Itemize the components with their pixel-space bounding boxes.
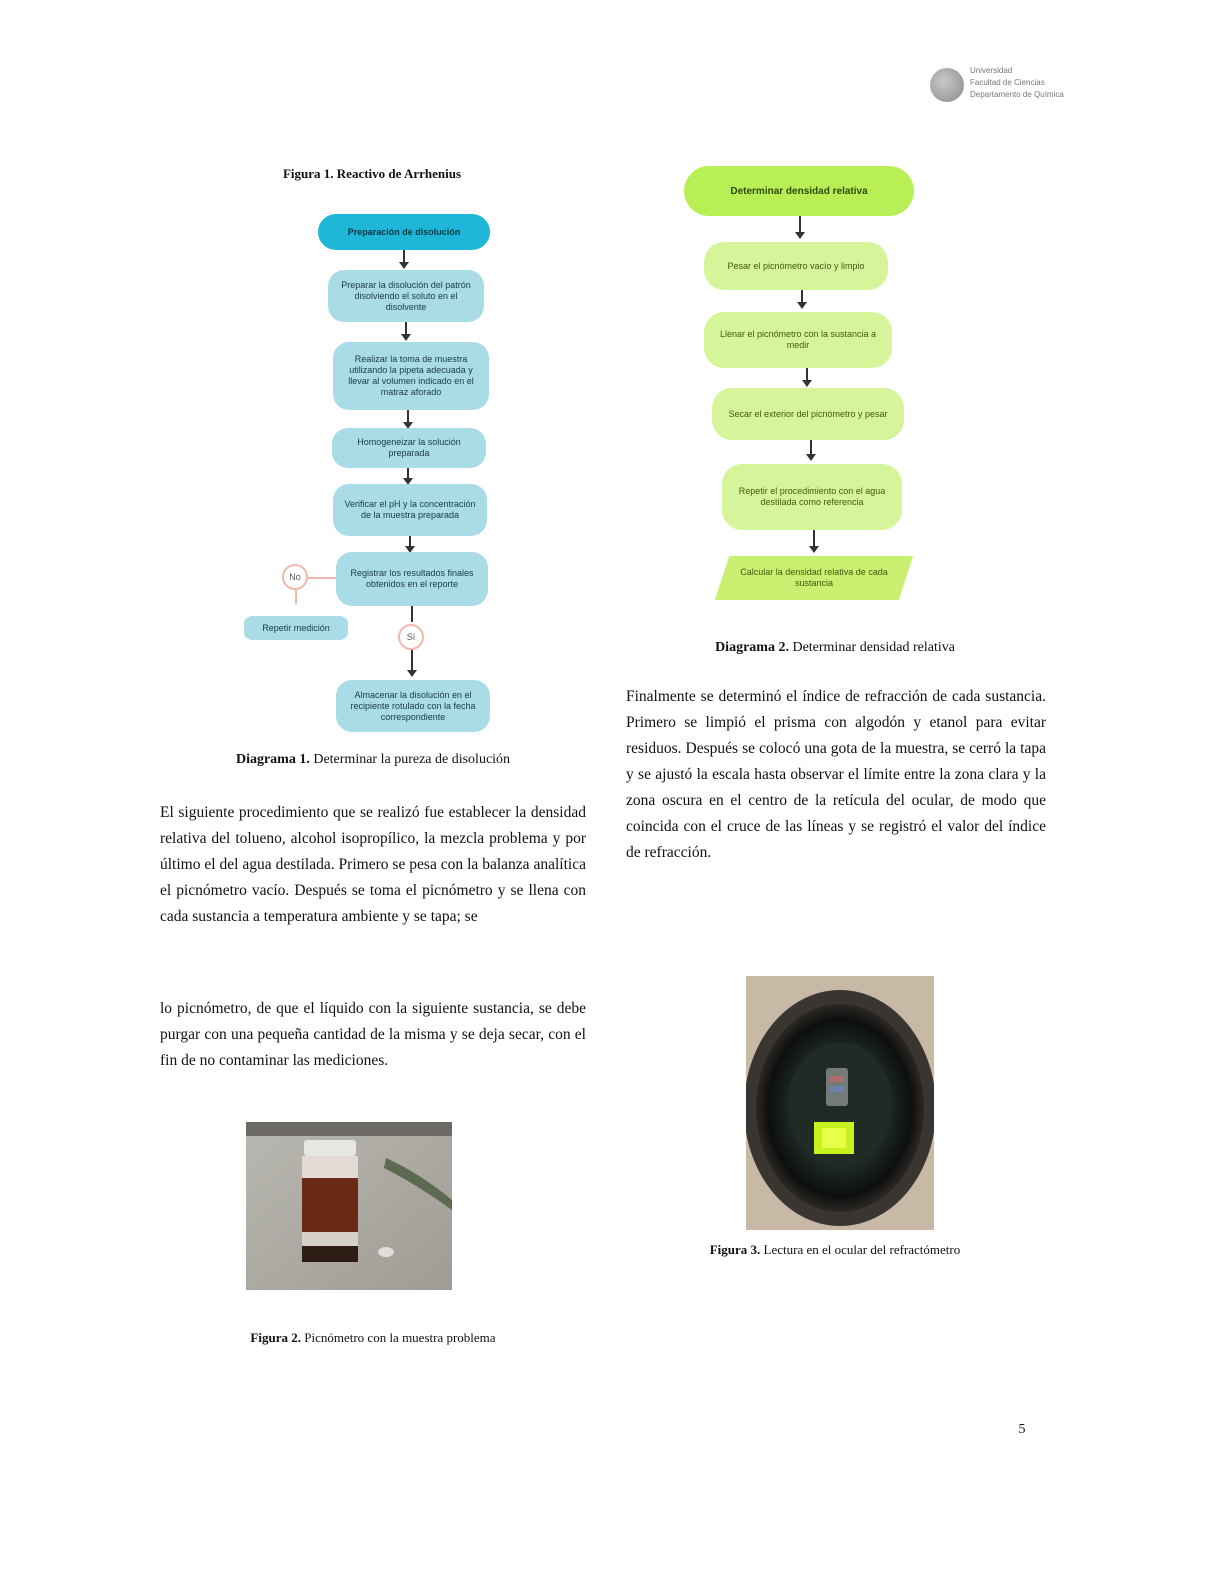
flow-left-step-4: Verificar el pH y la concentración de la muestra preparada	[333, 484, 487, 536]
flow-right-final-step	[715, 556, 913, 600]
flow-right-step-4: Repetir el procedimiento con el agua destilada como referencia	[722, 464, 902, 530]
arrowhead-icon	[399, 262, 409, 269]
logo-line-3: Departamento de Química	[970, 90, 1064, 99]
decision-no-circle	[282, 564, 308, 590]
flow-arrow	[411, 606, 413, 622]
decision-connector	[308, 577, 336, 579]
flow-right-final-step-text: Calcular la densidad relativa de cada sustancia	[740, 567, 888, 588]
decision-yes-label: Sí	[406, 632, 416, 642]
institution-logo	[930, 66, 1070, 124]
sample-bottle-photo	[246, 1122, 452, 1290]
refractometer-eyepiece-photo	[746, 976, 934, 1230]
logo-line-2: Facultad de Ciencias	[970, 78, 1045, 87]
flow-left-step-3: Homogeneizar la solución preparada	[332, 428, 486, 468]
flow-left-final-step: Almacenar la disolución en el recipiente rotulado con la fecha correspondiente	[336, 680, 490, 732]
figure-2-caption-label: Figura 2.	[250, 1330, 301, 1345]
decision-arrow	[295, 590, 297, 604]
flow-right-top-box: Determinar densidad relativa	[684, 166, 914, 216]
figure-3-caption-label: Figura 3.	[709, 1242, 761, 1257]
right-paragraph: Finalmente se determinó el índice de refracción de cada sustancia. Primero se limpió el prisma con algodón y etanol para evitar residuos. Después se colocó una gota de la muestra, se cerró la tapa y se ajustó la escala hasta observar el límite entre la zona clara y la zona oscura en el centro de la retícula del ocular, de modo que coincida con el cruce de las líneas y se registró el valor del índice de refracción.	[626, 688, 1046, 861]
figure-3-caption-text: Lectura en el ocular del refractómetro	[763, 1242, 961, 1257]
diagram-2-caption	[640, 640, 1030, 656]
left-paragraph-2: lo picnómetro, de que el líquido con la siguiente sustancia, se debe purgar con una pequeña cantidad de la misma y se deja secar, con el fin de no contaminar las mediciones.	[160, 1000, 586, 1069]
arrowhead-icon	[407, 670, 417, 677]
bottle-photo-illustration	[246, 1122, 452, 1290]
institution-text	[970, 66, 1064, 99]
figure-3-caption	[640, 1242, 1030, 1258]
arrowhead-icon	[797, 302, 807, 309]
decision-no-label: No	[289, 572, 301, 582]
flow-left-top-box: Preparación de disolución	[318, 214, 490, 250]
decision-yes-circle	[398, 624, 424, 650]
diagram-2-caption-label: Diagrama 2.	[715, 640, 789, 655]
arrowhead-icon	[401, 334, 411, 341]
figure-top-caption: Figura 1. Reactivo de Arrhenius	[282, 166, 461, 181]
diagram-1-caption-text: Determinar la pureza de disolución	[313, 752, 511, 767]
diagram-2-caption-text: Determinar densidad relativa	[792, 640, 955, 655]
arrowhead-icon	[806, 454, 816, 461]
arrowhead-icon	[802, 380, 812, 387]
flow-right-step-1: Pesar el picnómetro vacío y limpio	[704, 242, 888, 290]
figure-2-caption-text: Picnómetro con la muestra problema	[304, 1330, 496, 1345]
flow-right-step-2: Llenar el picnómetro con la sustancia a medir	[704, 312, 892, 368]
figure-2-caption	[178, 1330, 568, 1346]
flow-left-step-2: Realizar la toma de muestra utilizando la pipeta adecuada y llevar al volumen indicado en el matraz aforado	[333, 342, 489, 410]
institution-seal-icon	[930, 68, 964, 102]
diagram-1-caption-label: Diagrama 1.	[235, 752, 310, 767]
logo-line-1: Universidad	[970, 66, 1013, 75]
flow-arrow	[411, 650, 413, 672]
diagram-1-caption	[178, 752, 568, 768]
page-number: 5	[1018, 1422, 1026, 1437]
arrowhead-icon	[795, 232, 805, 239]
flow-left-side-box: Repetir medición	[244, 616, 348, 640]
left-paragraph-1: El siguiente procedimiento que se realizó fue establecer la densidad relativa del tolueno, alcohol isopropílico, la mezcla problema y por último el del agua destilada. Primero se pesa con la balanza analítica el picnómetro vacío. Después se toma el picnómetro y se llena con cada sustancia a temperatura ambiente y se tapa; se	[160, 804, 586, 925]
flow-left-step-5: Registrar los resultados finales obtenidos en el reporte	[336, 552, 488, 606]
arrowhead-icon	[809, 546, 819, 553]
flow-right-step-3: Secar el exterior del picnómetro y pesar	[712, 388, 904, 440]
eyepiece-photo-illustration	[746, 976, 934, 1230]
flow-left-step-1: Preparar la disolución del patrón disolviendo el soluto en el disolvente	[328, 270, 484, 322]
